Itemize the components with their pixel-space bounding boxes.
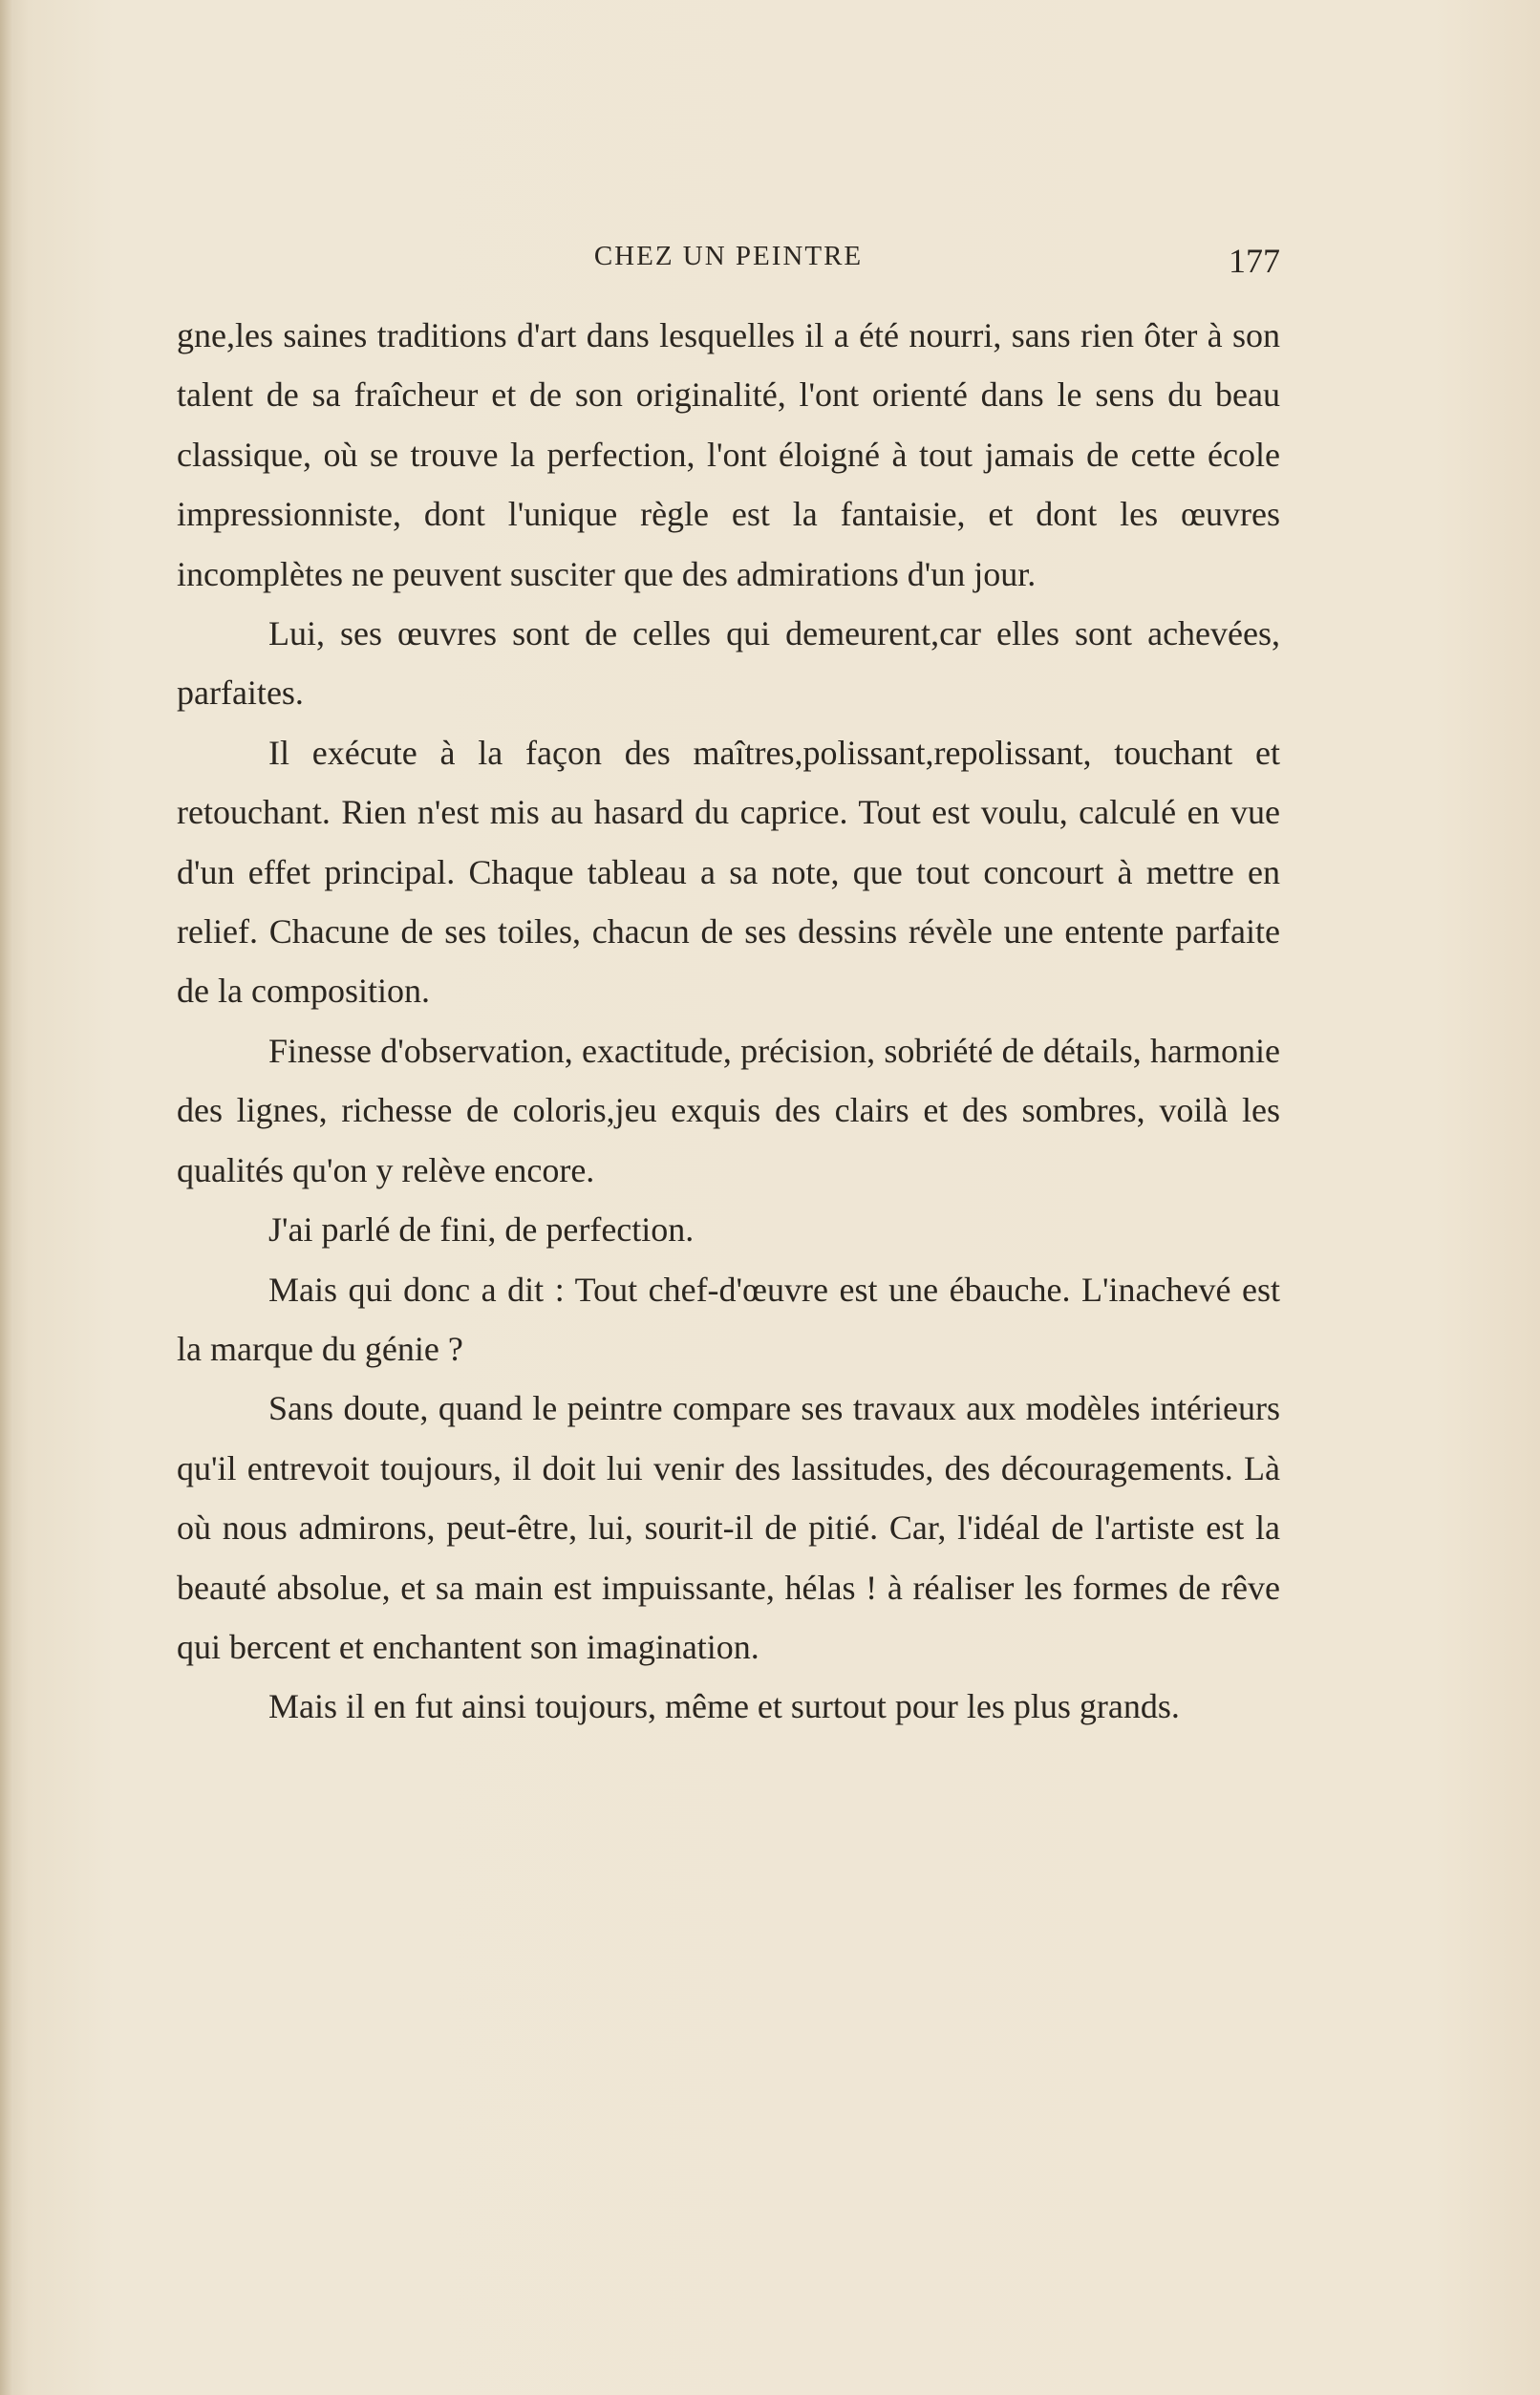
body-text (177, 306, 1280, 1737)
paragraph: Lui, ses œuvres sont de celles qui demeurent,car elles sont achevées, parfaites. (177, 614, 1280, 713)
paragraph: J'ai parlé de fini, de perfection. (268, 1210, 695, 1250)
running-title: CHEZ UN PEINTRE (593, 241, 864, 271)
page-gutter-shadow (0, 0, 13, 2395)
page-number: 177 (1229, 242, 1280, 280)
paragraph: Mais qui donc a dit : Tout chef-d'œuvre est une ébauche. L'inachevé est la marque du génie ? (177, 1270, 1280, 1368)
paragraph-continued: gne,les saines traditions d'art dans lesquelles il a été nourri, sans rien ôter à son talent de sa fraîcheur et de son originalité, l'ont orienté dans le sens du beau classique, où se trouve la perfection, l'ont éloigné à tout jamais de cette école impressionniste, dont l'unique règle est la fantaisie, et dont les œuvres incomplètes ne peuvent susciter que des admirations d'un jour. (177, 316, 1280, 593)
paragraph: Sans doute, quand le peintre compare ses travaux aux modèles intérieurs qu'il entrevoit toujours, il doit lui venir des lassitudes, des découragements. Là où nous admirons, peut-être, lui, sourit-il de pitié. Car, l'idéal de l'artiste est la beauté absolue, et sa main est impuissante, hélas ! à réaliser les formes de rêve qui bercent et enchantent son imagination. (177, 1389, 1280, 1666)
paragraph: Il exécute à la façon des maîtres,polissant,repolissant, touchant et retouchant. Rien n'est mis au hasard du caprice. Tout est voulu, calculé en vue d'un effet principal. Chaque tableau a sa note, que tout concourt à mettre en relief. Chacune de ses toiles, chacun de ses dessins révèle une entente parfaite de la composition. (177, 733, 1280, 1011)
paragraph: Mais il en fut ainsi toujours, même et surtout pour les plus grands. (268, 1687, 1180, 1726)
paragraph: Finesse d'observation, exactitude, précision, sobriété de détails, harmonie des lignes, richesse de coloris,jeu exquis des clairs et des sombres, voilà les qualités qu'on y relève encore. (177, 1031, 1280, 1189)
running-head (177, 241, 1280, 283)
